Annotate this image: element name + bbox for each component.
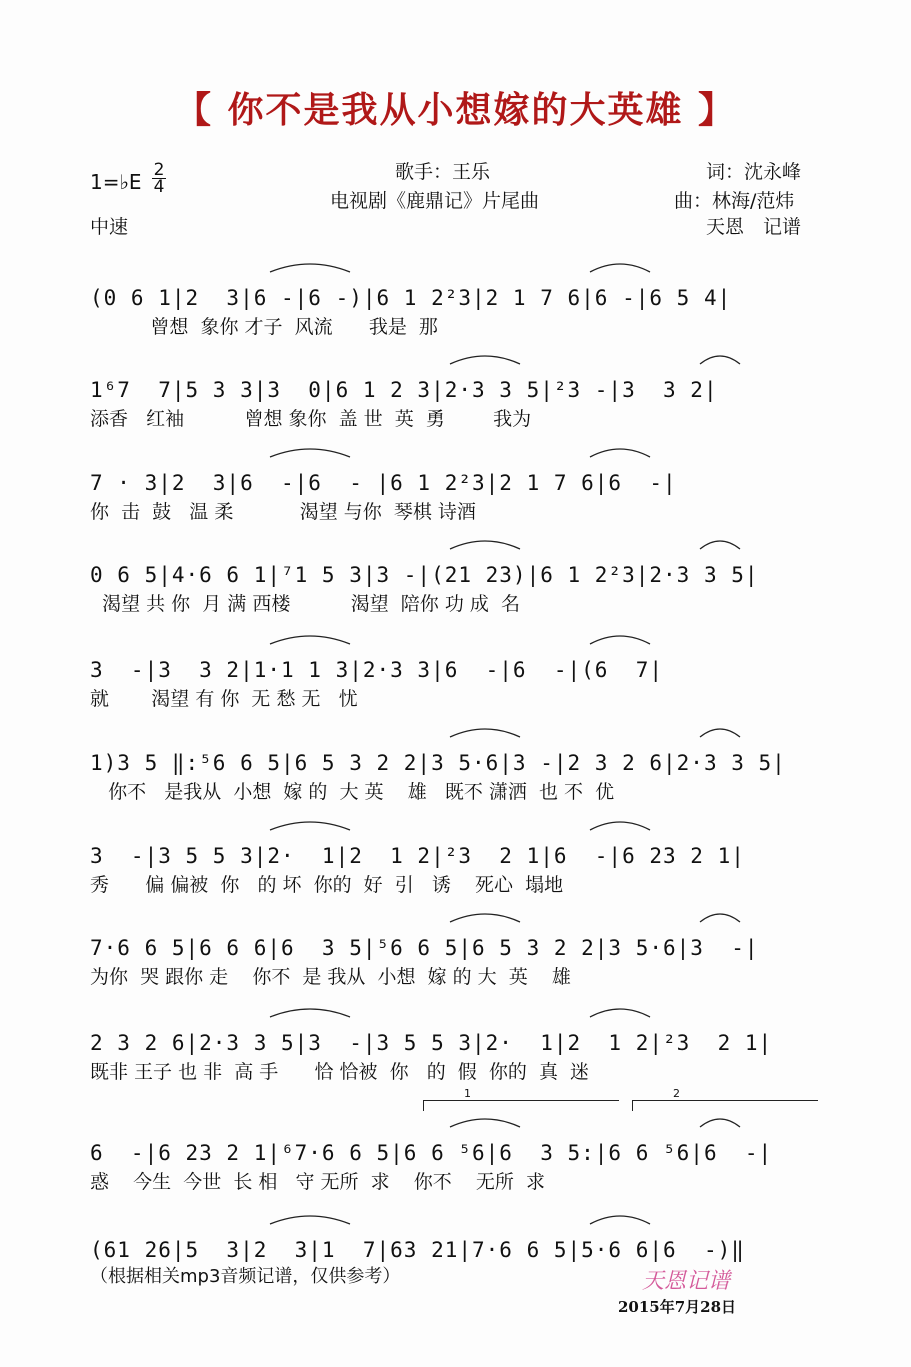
notation-line: 3 -|3 5 5 3|2· 1|2 1 2|²3 2 1|6 -|6 23 2 1| bbox=[90, 844, 745, 868]
slur-arc bbox=[270, 264, 350, 272]
notation-line: (0 6 1|2 3|6 -|6 -)|6 1 2²3|2 1 7 6|6 -|6 5 4| bbox=[90, 286, 732, 310]
slur-arc bbox=[450, 1119, 520, 1127]
notation-line: 3 -|3 3 2|1·1 1 3|2·3 3|6 -|6 -|(6 7| bbox=[90, 658, 664, 682]
slur-arc bbox=[700, 356, 740, 364]
notation-line: 1⁶7 7|5 3 3|3 0|6 1 2 3|2·3 3 5|²3 -|3 3 2| bbox=[90, 378, 718, 402]
notation-line: 1)3 5 ‖:⁵6 6 5|6 5 3 2 2|3 5·6|3 -|2 3 2 6|2·3 3 5| bbox=[90, 751, 786, 775]
slur-arc bbox=[450, 729, 520, 737]
composer-credit: 曲：林海/范炜 bbox=[674, 190, 795, 212]
slur-arc bbox=[700, 1119, 740, 1127]
slur-arc bbox=[270, 636, 350, 644]
notation-line: 2 3 2 6|2·3 3 5|3 -|3 5 5 3|2· 1|2 1 2|²3 2 1| bbox=[90, 1031, 773, 1055]
lyrics-line: 你不 是我从 小想 嫁 的 大 英 雄 既不 潇洒 也 不 优 bbox=[90, 781, 615, 803]
time-signature bbox=[152, 162, 166, 195]
notation-line: 6 -|6 23 2 1|⁶7·6 6 5|6 6 ⁵6|6 3 5:|6 6 ⁵6|6 -| bbox=[90, 1141, 773, 1165]
score-row bbox=[0, 642, 911, 722]
lyrics-line: 惑 今生 今世 长 相 守 无所 求 你不 无所 求 bbox=[90, 1171, 545, 1193]
score-row bbox=[0, 828, 911, 908]
slur-marks bbox=[0, 529, 911, 553]
slur-arc bbox=[590, 264, 650, 272]
slur-arc bbox=[700, 729, 740, 737]
slur-arc bbox=[270, 1009, 350, 1017]
notation-line: 7·6 6 5|6 6 6|6 3 5|⁵6 6 5|6 5 3 2 2|3 5·6|3 -| bbox=[90, 936, 759, 960]
score-row bbox=[0, 1015, 911, 1095]
score-row bbox=[0, 735, 911, 815]
slur-arc bbox=[590, 822, 650, 830]
slur-marks bbox=[0, 810, 911, 834]
score-row bbox=[0, 270, 911, 350]
lyrics-line: 添香 红袖 曾想 象你 盖 世 英 勇 我为 bbox=[90, 408, 532, 430]
score-row bbox=[0, 455, 911, 535]
transcriber-stamp: 天恩记谱 bbox=[642, 1269, 731, 1294]
slur-marks bbox=[0, 717, 911, 741]
slur-arc bbox=[270, 1216, 350, 1224]
lyrics-line: 就 渴望 有 你 无 愁 无 忧 bbox=[90, 688, 358, 710]
slur-arc bbox=[450, 356, 520, 364]
slur-arc bbox=[590, 636, 650, 644]
lyrics-line: 秀 偏 偏被 你 的 坏 你的 好 引 诱 死心 塌地 bbox=[90, 874, 564, 896]
score-row bbox=[0, 547, 911, 627]
slur-arc bbox=[450, 541, 520, 549]
slur-marks bbox=[0, 344, 911, 368]
slur-marks bbox=[0, 252, 911, 276]
volta-bracket-1 bbox=[423, 1087, 619, 1111]
lyrics-line: 你 击 鼓 温 柔 渴望 与你 琴棋 诗酒 bbox=[90, 501, 476, 523]
slur-arc bbox=[590, 449, 650, 457]
subtitle: 电视剧《鹿鼎记》片尾曲 bbox=[330, 190, 540, 212]
notation-line: (61 26|5 3|2 3|1 7|63 21|7·6 6 5|5·6 6|6 -)‖ bbox=[90, 1238, 745, 1262]
slur-arc bbox=[270, 449, 350, 457]
singer-credit: 歌手：王乐 bbox=[395, 161, 491, 183]
key-signature: 1=♭E bbox=[90, 170, 142, 194]
slur-marks bbox=[0, 902, 911, 926]
tempo-marking: 中速 bbox=[90, 216, 129, 238]
volta-label-1: 1 bbox=[464, 1087, 471, 1100]
slur-marks bbox=[0, 1204, 911, 1228]
lyrics-line: 既非 王子 也 非 高 手 恰 恰被 你 的 假 你的 真 迷 bbox=[90, 1061, 590, 1083]
score-row bbox=[0, 920, 911, 1000]
lyrics-line: 曾想 象你 才子 风流 我是 那 bbox=[90, 316, 438, 338]
page-title: 【 你不是我从小想嫁的大英雄 】 bbox=[174, 90, 737, 131]
score-row bbox=[0, 1125, 911, 1205]
slur-arc bbox=[590, 1216, 650, 1224]
slur-arc bbox=[590, 1009, 650, 1017]
slur-arc bbox=[270, 822, 350, 830]
slur-marks bbox=[0, 997, 911, 1021]
lyrics-line: 为你 哭 跟你 走 你不 是 我从 小想 嫁 的 大 英 雄 bbox=[90, 966, 571, 988]
slur-marks bbox=[0, 437, 911, 461]
volta-label-2: 2 bbox=[673, 1087, 680, 1100]
score-row bbox=[0, 362, 911, 442]
notation-line: 0 6 5|4·6 6 1|⁷1 5 3|3 -|(21 23)|6 1 2²3|2·3 3 5| bbox=[90, 563, 759, 587]
time-signature-bottom: 4 bbox=[153, 177, 165, 197]
footer-note: （根据相关mp3音频记谱，仅供参考） bbox=[90, 1266, 401, 1287]
lyricist-credit: 词：沈永峰 bbox=[706, 161, 802, 183]
lyrics-line: 渴望 共 你 月 满 西楼 渴望 陪你 功 成 名 bbox=[90, 593, 520, 615]
volta-bracket-2 bbox=[632, 1087, 818, 1111]
transcriber-credit: 天恩 记谱 bbox=[706, 216, 802, 238]
notation-line: 7 · 3|2 3|6 -|6 - |6 1 2²3|2 1 7 6|6 -| bbox=[90, 471, 677, 495]
slur-arc bbox=[450, 914, 520, 922]
date: 2015年7月28日 bbox=[618, 1298, 737, 1316]
slur-marks bbox=[0, 624, 911, 648]
time-signature-top: 2 bbox=[153, 160, 165, 180]
slur-arc bbox=[700, 914, 740, 922]
slur-arc bbox=[700, 541, 740, 549]
